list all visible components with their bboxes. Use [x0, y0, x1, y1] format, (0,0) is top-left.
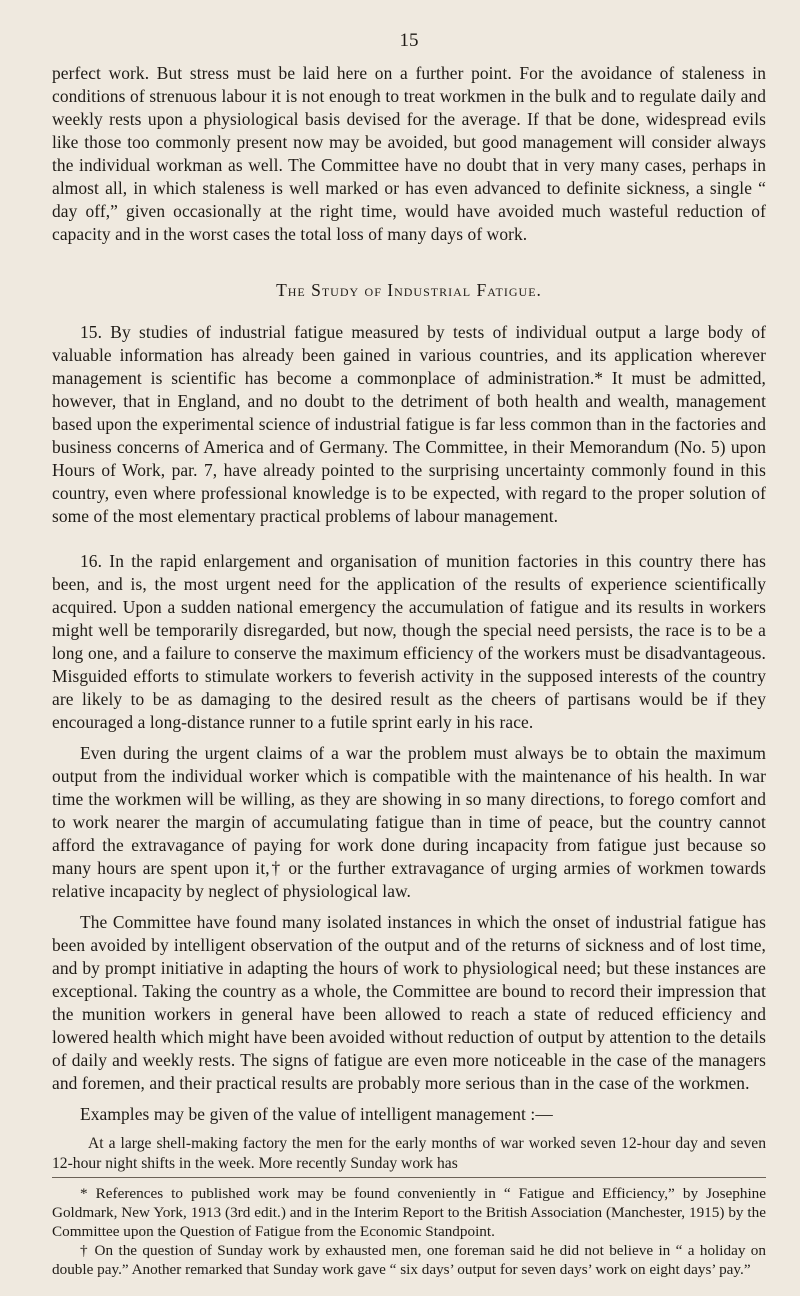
section-heading: The Study of Industrial Fatigue.: [276, 280, 542, 300]
footnote-references: * References to published work may be found conveniently in “ Fatigue and Efficiency,” by Josephine Goldmark, New York, 1913 (3rd edit.) and in the Interim Report to the British Association (Manchester, 1915) by the Committee upon the Question of Fatigue from the Economic Standpoint.: [52, 1185, 766, 1240]
paragraph-even-during: Even during the urgent claims of a war the problem must always be to obtain the maximum output from the individual worker which is compatible with the maintenance of his health. In war time the workmen will be willing, as they are showing in so many directions, to forego comfort and to work nearer the margin of accumulating fatigue than in time of peace, but the country cannot afford the extravagance of paying for work done during incapacity from fatigue just because so many hours are spent upon it,† or the further extravagance of urging armies of workmen towards relative incapacity by neglect of physiological law.: [52, 743, 766, 901]
page-number: 15: [399, 30, 419, 51]
paragraph-16: 16. In the rapid enlargement and organisation of munition factories in this country there has been, and is, the most urgent need for the application of the results of experience scientifically acquired. Upon a sudden national emergency the accumulation of fatigue and its results in workers might well be temporarily disregarded, but now, though the special need persists, the race is to be a long one, and a failure to conserve the maximum efficiency of the workers must be disadvantageous. Misguided efforts to stimulate workers to feverish activity in the supposed interests of the country are likely to be as damaging to the desired result as the cheers of partisans would be if they encouraged a long-distance runner to a futile sprint early in his race.: [52, 551, 766, 732]
footnote-divider: [52, 1177, 766, 1178]
paragraph-examples: Examples may be given of the value of intelligent management :—: [80, 1104, 553, 1124]
paragraph-15: 15. By studies of industrial fatigue measured by tests of individual output a large body of valuable information has already been gained in various countries, and its application wherever management is scientific has become a commonplace of administration.* It must be admitted, however, that in England, and no doubt to the detriment of both health and wealth, management based upon the experimental science of industrial fatigue is far less common than in the factories and business concerns of America and of Germany. The Committee, in their Memorandum (No. 5) upon Hours of Work, par. 7, have already pointed to the surprising uncertainty commonly found in this country, even where professional knowledge is to be expected, with regard to the proper solution of some of the most elementary practical problems of labour management.: [52, 322, 766, 526]
paragraph-intro: perfect work. But stress must be laid here on a further point. For the avoidance of staleness in conditions of strenuous labour it is not enough to treat workmen in the bulk and to regulate daily and weekly rests upon a physiological basis devised for the average. If that be done, widespread evils like those too commonly present now may be avoided, but good management will consider always the individual workman as well. The Committee have no doubt that in very many cases, perhaps in almost all, in which staleness is well marked or has even advanced to definite sickness, a single “ day off,” given occasionally at the right time, would have avoided much wasteful reduction of capacity and in the worst cases the total loss of many days of work.: [52, 63, 766, 244]
paragraph-shell-factory: At a large shell-making factory the men for the early months of war worked seven 12-hour day and seven 12-hour night shifts in the week. More recently Sunday work has: [52, 1135, 766, 1172]
footnote-sunday-work: † On the question of Sunday work by exhausted men, one foreman said he did not believe in “ a holiday on double pay.” Another remarked that Sunday work gave “ six days’ output for seven days’ work on eight days’ pay.”: [52, 1242, 766, 1278]
paragraph-committee: The Committee have found many isolated instances in which the onset of industrial fatigue has been avoided by intelligent observation of the output and of the returns of sickness and of lost time, and by prompt initiative in adapting the hours of work to physiological need; but these instances are exceptional. Taking the country as a whole, the Committee are bound to record their impression that the munition workers in general have been allowed to reach a state of reduced efficiency and lowered health which might have been avoided without reduction of output by attention to the details of daily and weekly rests. The signs of fatigue are even more noticeable in the case of the managers and foremen, and their practical results are probably more serious than in the case of the workmen.: [52, 912, 766, 1093]
